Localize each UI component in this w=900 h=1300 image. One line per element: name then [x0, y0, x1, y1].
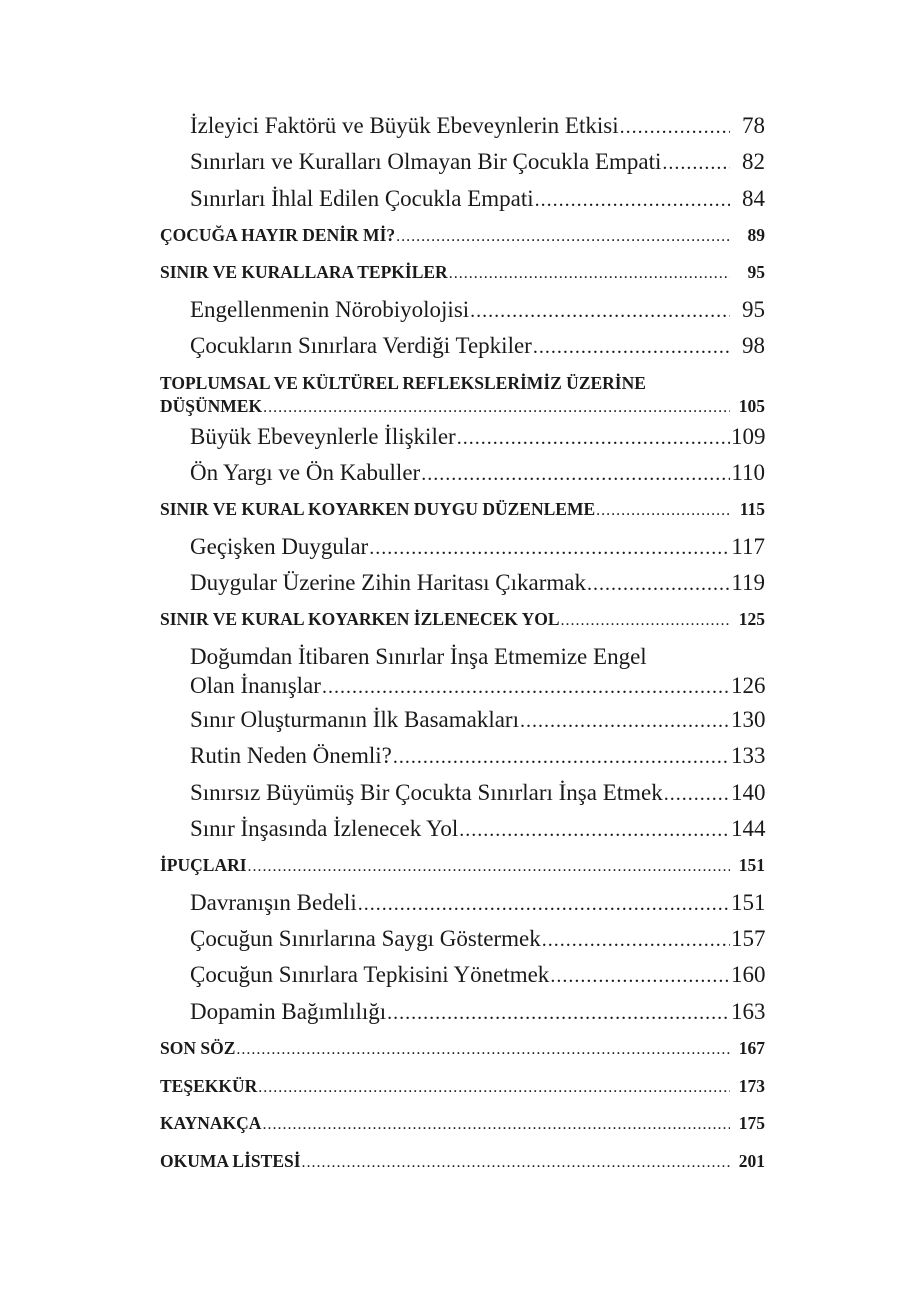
- toc-entry-title: Sınırsız Büyümüş Bir Çocukta Sınırları İnşa Etmek: [190, 779, 663, 805]
- toc-chapter-title: TEŞEKKÜR: [160, 1075, 258, 1096]
- toc-entry-title: Sınır Oluşturmanın İlk Basamakları: [190, 707, 519, 733]
- toc-chapter-page: 151: [738, 855, 765, 876]
- toc-chapter-page: 125: [738, 609, 765, 630]
- toc-entry-page: 157: [731, 926, 766, 952]
- toc-chapter-page: 201: [738, 1150, 765, 1171]
- toc-leader-dots: [262, 1106, 730, 1144]
- toc-leader-dots: [396, 218, 730, 256]
- toc-entry-page: 133: [731, 743, 766, 769]
- toc-entry-page: 78: [742, 113, 765, 138]
- toc-entry: [160, 419, 765, 455]
- toc-leader-dots: [236, 1031, 730, 1069]
- toc-leader-dots: [248, 848, 730, 886]
- toc-chapter-page: 175: [738, 1113, 765, 1134]
- toc-leader-dots: [620, 109, 730, 145]
- toc-chapter-title-line2: DÜŞÜNMEK: [160, 395, 263, 416]
- toc-entry-page: 130: [731, 707, 766, 733]
- toc-entry-title: Dopamin Bağımlılığı: [190, 998, 387, 1024]
- toc-leader-dots: [322, 671, 730, 703]
- toc-chapter-title: OKUMA LİSTESİ: [160, 1150, 301, 1171]
- toc-entry-page: 151: [731, 889, 766, 915]
- toc-chapter: [160, 1105, 765, 1143]
- toc-leader-dots: [393, 739, 730, 775]
- toc-entry-page: 119: [731, 570, 765, 596]
- toc-entry-title: Büyük Ebeveynlerle İlişkiler: [190, 423, 456, 449]
- toc-leader-dots: [258, 1069, 730, 1107]
- toc-entry: [160, 455, 765, 491]
- toc-leader-dots: [533, 329, 730, 365]
- toc-entry: [160, 181, 765, 217]
- toc-leader-dots: [369, 530, 730, 566]
- toc-leader-dots: [542, 922, 730, 958]
- toc-chapter-page: 173: [738, 1075, 765, 1096]
- toc-leader-dots: [421, 456, 730, 492]
- toc-entry-page: 140: [731, 779, 766, 805]
- toc-chapter: [160, 847, 765, 885]
- toc-entry-page: 163: [731, 998, 766, 1024]
- toc-entry: [160, 957, 765, 993]
- toc-entry-title: Engellenmenin Nörobiyolojisi: [190, 297, 470, 323]
- toc-entry-title: Duygular Üzerine Zihin Haritası Çıkarmak: [190, 570, 586, 596]
- toc-leader-dots: [459, 812, 730, 848]
- toc-chapter-title: ÇOCUĞA HAYIR DENİR Mİ?: [160, 224, 396, 245]
- toc-entry: [160, 292, 765, 328]
- toc-chapter-title: İPUÇLARI: [160, 855, 247, 876]
- toc-chapter: [160, 1068, 765, 1106]
- toc-chapter: [160, 491, 765, 529]
- toc-leader-dots: [387, 995, 730, 1031]
- toc-entry-title: Çocuğun Sınırlara Tepkisini Yönetmek: [190, 962, 550, 988]
- toc-leader-dots: [449, 255, 730, 293]
- toc-entry-title: Çocukların Sınırlara Verdiği Tepkiler: [190, 333, 532, 359]
- toc-entry: [160, 328, 765, 364]
- toc-leader-dots: [358, 886, 730, 922]
- toc-entry-page: 110: [731, 459, 765, 485]
- toc-chapter-page: 89: [747, 224, 765, 245]
- toc-entry-page: 82: [742, 149, 765, 175]
- toc-leader-dots: [561, 602, 730, 640]
- toc-chapter-title: SINIR VE KURAL KOYARKEN İZLENECEK YOL: [160, 609, 560, 630]
- toc-entry-page: 160: [731, 962, 766, 988]
- toc-chapter: [160, 391, 765, 419]
- toc-chapter-page: 105: [738, 395, 765, 416]
- toc-leader-dots: [662, 145, 730, 181]
- toc-entry-title: Rutin Neden Önemli?: [190, 743, 392, 769]
- toc-entry: [160, 529, 765, 565]
- toc-chapter: [160, 601, 765, 639]
- toc-leader-dots: [587, 566, 730, 602]
- toc-entry: [160, 811, 765, 847]
- toc-entry: [160, 144, 765, 180]
- toc-leader-dots: [550, 958, 730, 994]
- toc-entry-title-line1: Doğumdan İtibaren Sınırlar İnşa Etmemize Engel: [190, 644, 647, 670]
- toc-entry-title: İzleyici Faktörü ve Büyük Ebeveynlerin Etkisi: [190, 113, 619, 138]
- toc-entry-title: Davranışın Bedeli: [190, 889, 357, 915]
- toc-chapter: [160, 1030, 765, 1068]
- toc-entry-page: 109: [731, 423, 766, 449]
- toc-chapter-title: SINIR VE KURAL KOYARKEN DUYGU DÜZENLEME: [160, 499, 596, 520]
- toc-entry-title: Çocuğun Sınırlarına Saygı Göstermek: [190, 926, 541, 952]
- toc-entry: [160, 921, 765, 957]
- toc-entry-title: Sınırları ve Kuralları Olmayan Bir Çocukla Empati: [190, 149, 662, 175]
- toc-entry-page: 117: [731, 533, 765, 559]
- toc-entry-title: Sınır İnşasında İzlenecek Yol: [190, 815, 459, 841]
- toc-entry: [160, 885, 765, 921]
- toc-entry: [160, 994, 765, 1030]
- toc-chapter-title-line1: TOPLUMSAL VE KÜLTÜREL REFLEKSLERİMİZ ÜZERİNE: [160, 372, 646, 393]
- toc-entry: [160, 108, 765, 144]
- toc-entry: [160, 670, 765, 702]
- toc-chapter-title: SON SÖZ: [160, 1038, 236, 1059]
- toc-entry: [160, 738, 765, 774]
- toc-chapter-page: 167: [738, 1038, 765, 1059]
- toc-chapter: [160, 254, 765, 292]
- toc-leader-dots: [457, 420, 730, 456]
- toc-entry-page: 84: [742, 185, 765, 211]
- toc-entry-title: Sınırları İhlal Edilen Çocukla Empati: [190, 185, 534, 211]
- toc-leader-dots: [664, 776, 730, 812]
- toc-entry-page: 126: [731, 673, 766, 699]
- toc-chapter-title: KAYNAKÇA: [160, 1113, 262, 1134]
- table-of-contents: [160, 108, 765, 1180]
- toc-entry-title-line2: Olan İnanışlar: [190, 673, 321, 699]
- toc-entry-title: Ön Yargı ve Ön Kabuller: [190, 459, 421, 485]
- toc-leader-dots: [470, 293, 730, 329]
- toc-entry: [160, 702, 765, 738]
- toc-entry: [160, 565, 765, 601]
- toc-chapter-page: 115: [739, 499, 765, 520]
- toc-leader-dots: [520, 703, 730, 739]
- toc-leader-dots: [535, 182, 730, 218]
- toc-entry-page: 95: [742, 297, 765, 323]
- toc-entry-page: 144: [731, 815, 766, 841]
- toc-entry-title: Geçişken Duygular: [190, 533, 369, 559]
- toc-chapter: [160, 1143, 765, 1181]
- toc-entry-page: 98: [742, 333, 765, 359]
- toc-leader-dots: [596, 492, 730, 530]
- toc-leader-dots: [302, 1144, 730, 1182]
- toc-chapter-page: 95: [747, 262, 765, 283]
- toc-entry: [160, 775, 765, 811]
- toc-chapter-title: SINIR VE KURALLARA TEPKİLER: [160, 262, 448, 283]
- toc-chapter: [160, 217, 765, 255]
